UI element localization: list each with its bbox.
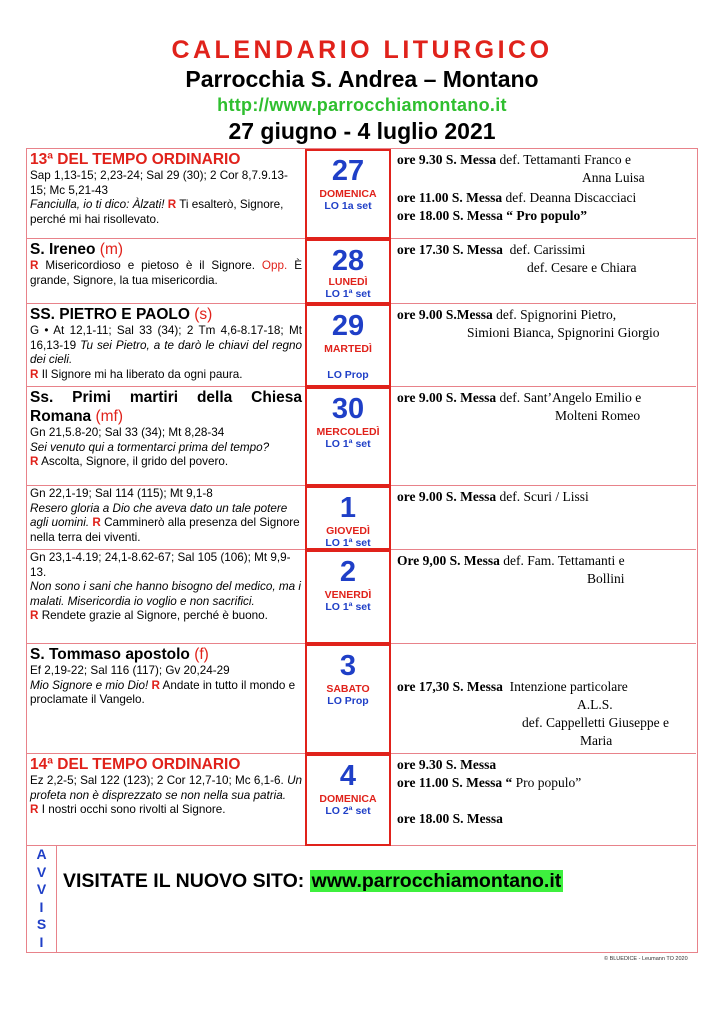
day-box xyxy=(305,644,391,754)
mass-entry xyxy=(397,207,695,225)
website-link[interactable]: www.parrocchiamontano.it xyxy=(311,870,562,892)
liturgy-hours: LO 1ª set xyxy=(325,288,371,300)
notices-letter: V xyxy=(36,863,47,880)
day-row-1 xyxy=(27,486,696,550)
mass-intent: Pro populo” xyxy=(515,775,582,790)
feast-title: SS. PIETRO E PAOLO (s) xyxy=(30,306,213,323)
mass-entry xyxy=(397,189,695,207)
feast-title: 14ª DEL TEMPO ORDINARIO xyxy=(30,756,241,773)
liturgy-cell xyxy=(30,755,302,818)
response: Il Signore mi ha liberato da ogni paura. xyxy=(41,367,243,381)
liturgy-cell xyxy=(30,388,302,470)
response-mark: R xyxy=(30,367,39,381)
liturgy-hours: LO 1ª set xyxy=(325,537,371,549)
masses-cell xyxy=(397,241,695,277)
day-box xyxy=(305,387,391,486)
day-row-4 xyxy=(27,754,696,846)
day-name: MARTEDÌ xyxy=(324,343,372,355)
response: Misericordioso e pietoso è il Signore. xyxy=(45,259,255,272)
response: Camminerò alla presenza del Signore nella terra dei viventi. xyxy=(30,516,300,544)
liturgy-hours: LO Prop xyxy=(327,369,369,381)
response-mark: R xyxy=(92,516,101,529)
mass-entry xyxy=(397,389,695,407)
readings-block xyxy=(30,324,302,368)
antiphon: Mio Signore e mio Dio! xyxy=(30,678,149,692)
liturgy-hours: LO 1ª set xyxy=(325,601,371,613)
mass-time: ore 18.00 S. Messa xyxy=(397,811,503,826)
calendar-table xyxy=(26,148,698,953)
mass-intent: def. Deanna Discacciaci xyxy=(505,190,637,205)
mass-time: ore 17,30 S. Messa xyxy=(397,679,503,694)
day-row-27 xyxy=(27,149,696,239)
response-mark: R xyxy=(151,678,160,692)
mass-time: ore 11.00 S. Messa “ xyxy=(397,775,513,790)
response: Ti esalterò, Signore, perché mi hai risollevato. xyxy=(30,198,284,226)
mass-intent: def. Fam. Tettamanti e xyxy=(503,553,625,568)
notices-message xyxy=(63,870,563,893)
day-name: GIOVEDÌ xyxy=(326,525,370,537)
mass-time: ore 9.30 S. Messa xyxy=(397,757,497,772)
day-name: DOMENICA xyxy=(319,793,377,805)
day-number: 4 xyxy=(339,760,357,792)
antiphon: Non sono i sani che hanno bisogno del medico, ma i malati. Misericordia io voglio e non sacrifici. xyxy=(30,580,301,608)
feast-rank: (m) xyxy=(99,241,124,258)
response-mark: R xyxy=(167,198,177,211)
response-block xyxy=(30,259,302,288)
day-box xyxy=(305,550,391,644)
notices-label xyxy=(27,846,57,952)
feast-title: S. Tommaso apostolo (f) xyxy=(30,646,209,663)
masses-cell xyxy=(397,488,695,506)
masses-cell xyxy=(397,552,695,588)
antiphon-block xyxy=(30,502,302,546)
response-mark: R xyxy=(30,455,39,468)
response-block xyxy=(30,455,302,470)
response-mark: R xyxy=(30,259,39,272)
readings-block xyxy=(30,774,302,803)
mass-entry xyxy=(397,810,695,828)
response-block xyxy=(30,609,302,624)
day-name: VENERDÌ xyxy=(324,589,372,601)
response: Ascolta, Signore, il grido del povero. xyxy=(41,455,229,468)
feast-title: Ss. Primi martiri della Chiesa Romana (mf) xyxy=(30,389,302,425)
feast-rank: (s) xyxy=(194,306,213,323)
day-row-29 xyxy=(27,304,696,387)
day-number: 2 xyxy=(339,556,357,588)
calendar-title: CALENDARIO LITURGICO xyxy=(171,36,553,64)
mass-time: ore 9.00 S. Messa xyxy=(397,390,497,405)
mass-intent: def. Tettamanti Franco e xyxy=(499,152,632,167)
mass-time: ore 17.30 S. Messa xyxy=(397,242,503,257)
mass-intent: def. Scuri / Lissi xyxy=(499,489,589,504)
response-block xyxy=(30,368,302,383)
masses-cell xyxy=(397,678,695,750)
notices-letter: I xyxy=(39,898,44,915)
opp-label: Opp. xyxy=(261,259,288,272)
mass-entry xyxy=(397,774,695,792)
mass-time: ore 9.00 S.Messa xyxy=(397,307,493,322)
mass-intent-cont: Molteni Romeo xyxy=(555,408,641,423)
mass-time: ore 18.00 S. Messa “ xyxy=(397,208,513,223)
antiphon: Sei venuto qui a tormentarci prima del tempo? xyxy=(30,440,270,454)
antiphon: Fanciulla, io ti dico: Àlzati! xyxy=(30,198,165,211)
mass-time: ore 11.00 S. Messa xyxy=(397,190,503,205)
feast-rank: (mf) xyxy=(95,408,124,425)
mass-intent-cont: A.L.S. xyxy=(577,697,613,712)
day-number: 30 xyxy=(331,393,365,425)
mass-intent: Intenzione particolare xyxy=(509,679,628,694)
mass-time: ore 9.00 S. Messa xyxy=(397,489,497,504)
liturgy-hours: LO Prop xyxy=(327,695,369,707)
mass-entry xyxy=(397,151,695,169)
readings: Gn 22,1-19; Sal 114 (115); Mt 9,1-8 xyxy=(30,487,213,500)
mass-time: Ore 9,00 S. Messa xyxy=(397,553,500,568)
liturgy-cell xyxy=(30,487,302,545)
readings: Ef 2,19-22; Sal 116 (117); Gv 20,24-29 xyxy=(30,664,230,677)
mass-entry xyxy=(397,488,695,506)
notices-section xyxy=(27,846,696,952)
antiphon-block xyxy=(30,198,302,227)
antiphon-block xyxy=(30,679,302,708)
date-range: 27 giugno - 4 luglio 2021 xyxy=(228,118,496,144)
readings: Gn 23,1-4.19; 24,1-8.62-67; Sal 105 (106); Mt 9,9-13. xyxy=(30,551,291,579)
response-block xyxy=(30,803,302,818)
day-name: SABATO xyxy=(326,683,370,695)
opp-text: È grande, Signore, la tua misericordia. xyxy=(30,259,303,287)
day-number: 28 xyxy=(331,245,365,277)
day-number: 1 xyxy=(339,492,357,524)
liturgy-hours: LO 1ª set xyxy=(325,438,371,450)
day-number: 27 xyxy=(331,155,365,187)
response-mark: R xyxy=(30,609,39,622)
mass-intent-cont: def. Cesare e Chiara xyxy=(527,260,637,275)
feast-title: 13ª DEL TEMPO ORDINARIO xyxy=(30,151,241,168)
notices-letter: S xyxy=(36,916,47,932)
day-row-28 xyxy=(27,239,696,304)
day-box xyxy=(305,486,391,550)
liturgy-cell xyxy=(30,645,302,708)
readings: Sap 1,13-15; 2,23-24; Sal 29 (30); 2 Cor 8,7.9.13-15; Mc 5,21-43 xyxy=(30,169,288,197)
day-name: DOMENICA xyxy=(319,188,377,200)
masses-cell xyxy=(397,756,695,828)
day-row-2 xyxy=(27,550,696,644)
antiphon-block xyxy=(30,580,302,609)
liturgy-cell xyxy=(30,305,302,382)
response: Andate in tutto il mondo e proclamate il Vangelo. xyxy=(30,678,296,706)
liturgy-cell xyxy=(30,150,302,227)
day-box xyxy=(305,239,391,304)
day-number: 3 xyxy=(339,650,357,682)
liturgy-cell xyxy=(30,551,302,624)
footer-copyright: © BLUEDICE - Leumann TO 2020 xyxy=(604,956,688,962)
mass-entry xyxy=(397,306,695,324)
antiphon-block xyxy=(30,441,302,456)
mass-intent: Pro populo” xyxy=(516,208,588,223)
day-box xyxy=(305,149,391,239)
antiphon: Resero gloria a Dio che aveva dato un tale potere agli uomini. xyxy=(30,501,288,529)
notices-letter: V xyxy=(36,881,47,897)
liturgy-cell xyxy=(30,240,302,288)
antiphon: Tu sei Pietro, a te darò le chiavi del regno dei cieli. xyxy=(30,338,302,366)
day-name: MERCOLEDÌ xyxy=(316,426,380,438)
mass-intent-cont: Bollini xyxy=(587,571,625,586)
mass-intent-cont: Anna Luisa xyxy=(582,170,645,185)
parish-url-link[interactable]: http://www.parrocchiamontano.it xyxy=(217,95,507,115)
liturgy-hours: LO 1a set xyxy=(324,200,372,212)
liturgy-hours: LO 2ª set xyxy=(325,805,371,817)
day-box xyxy=(305,304,391,387)
mass-intent-cont: Maria xyxy=(580,733,613,748)
readings: G • At 12,1-11; Sal 33 (34); 2 Tm 4,6-8.17-18; Mt 16,13-19 xyxy=(30,324,302,352)
masses-cell xyxy=(397,389,695,425)
readings: Gn 21,5.8-20; Sal 33 (34); Mt 8,28-34 xyxy=(30,426,225,439)
notices-letter: I xyxy=(39,933,44,950)
day-number: 29 xyxy=(331,310,365,342)
mass-entry xyxy=(397,241,695,259)
mass-intent-cont: Simioni Bianca, Spignorini Giorgio xyxy=(467,325,660,340)
day-name: LUNEDÌ xyxy=(328,276,368,288)
masses-cell xyxy=(397,151,695,225)
day-box xyxy=(305,754,391,846)
mass-intent-cont: def. Cappelletti Giuseppe e xyxy=(522,715,669,730)
feast-rank: (f) xyxy=(194,646,209,663)
mass-entry xyxy=(397,552,695,570)
response-mark: R xyxy=(30,803,39,816)
day-row-30 xyxy=(27,387,696,486)
mass-intent: def. Sant’Angelo Emilio e xyxy=(499,390,642,405)
mass-time: ore 9.30 S. Messa xyxy=(397,152,497,167)
day-row-3 xyxy=(27,644,696,754)
mass-entry xyxy=(397,678,695,696)
notices-text: VISITATE IL NUOVO SITO: xyxy=(63,870,305,892)
readings: Ez 2,2-5; Sal 122 (123); 2 Cor 12,7-10; Mc 6,1-6. xyxy=(30,774,284,787)
response: Rendete grazie al Signore, perché è buono. xyxy=(41,609,268,622)
mass-intent: def. Spignorini Pietro, xyxy=(496,307,617,322)
parish-name: Parrocchia S. Andrea – Montano xyxy=(185,66,539,92)
masses-cell xyxy=(397,306,695,342)
response: I nostri occhi sono rivolti al Signore. xyxy=(41,803,226,816)
notices-letter: A xyxy=(36,846,47,862)
mass-entry xyxy=(397,756,695,774)
mass-intent: def. Carissimi xyxy=(509,242,586,257)
antiphon: Un profeta non è disprezzato se non nella sua patria. xyxy=(30,774,303,802)
feast-title: S. Ireneo (m) xyxy=(30,241,124,258)
